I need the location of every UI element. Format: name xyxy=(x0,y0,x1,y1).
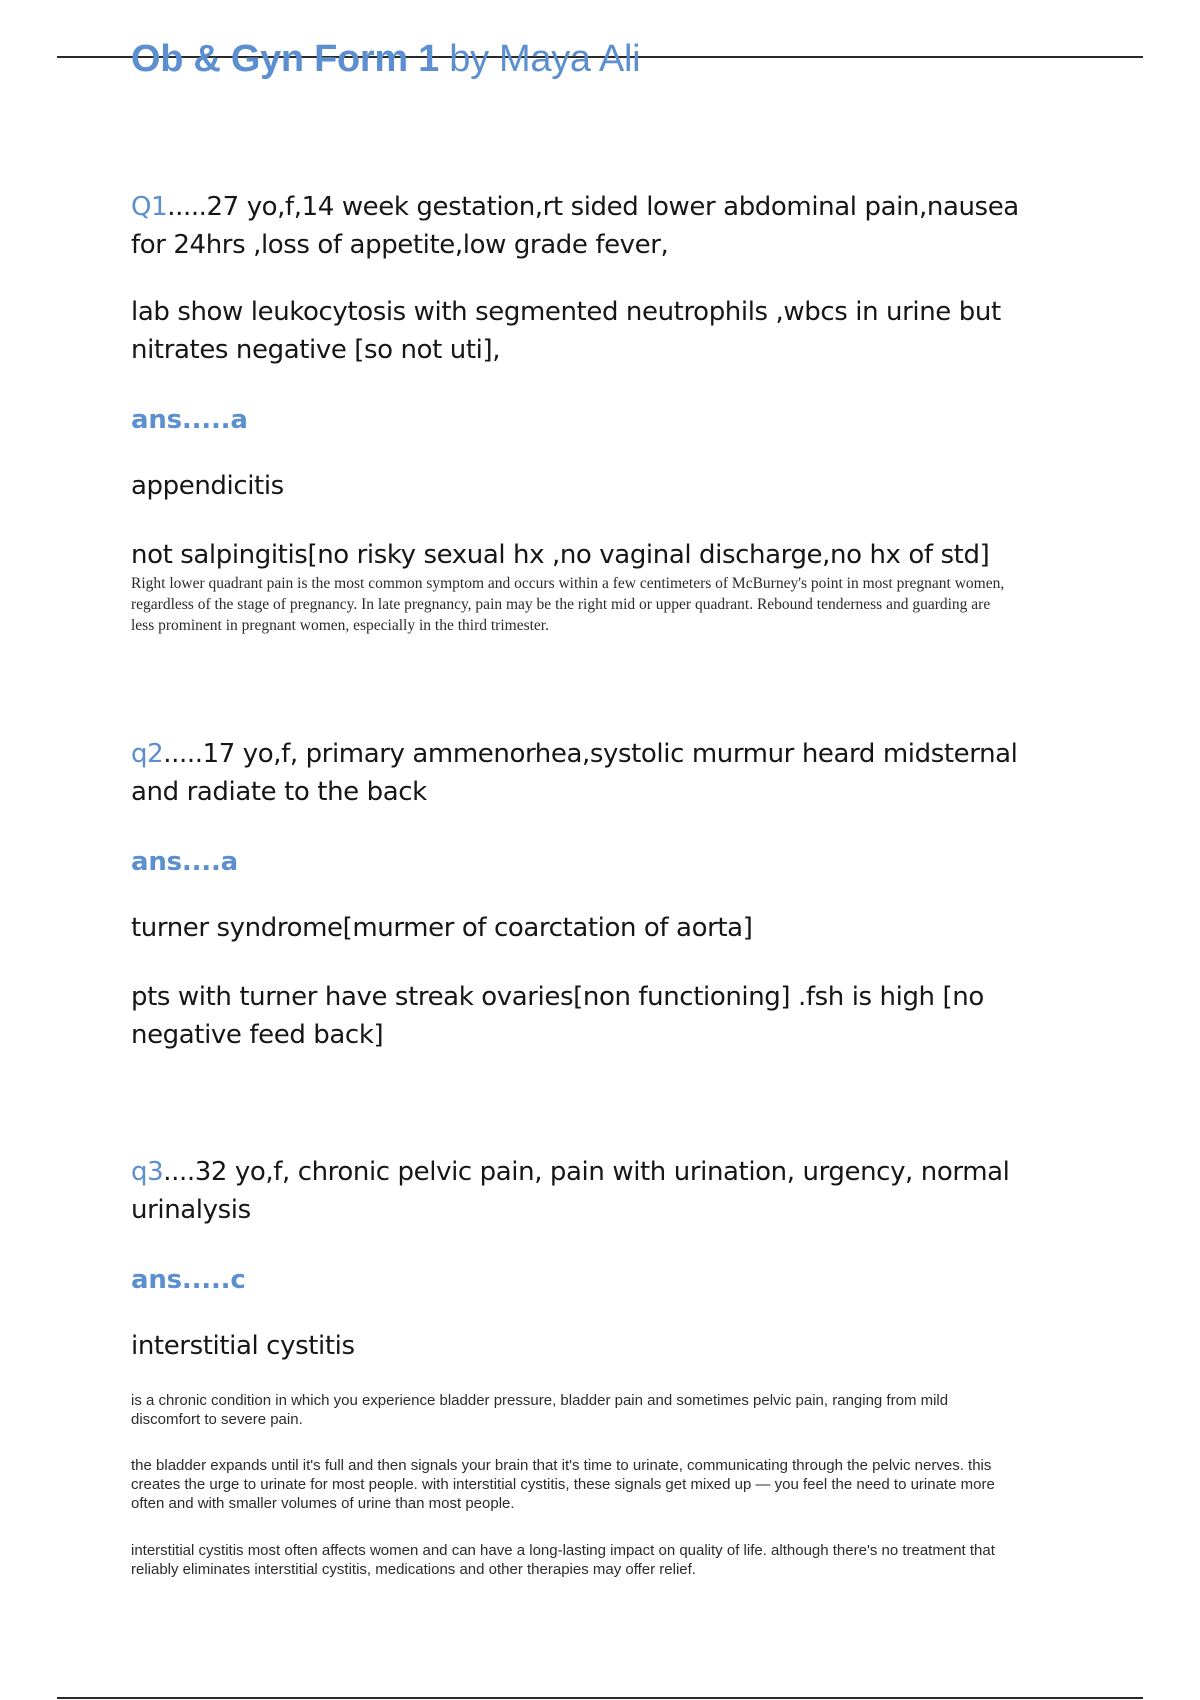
title-main: Ob & Gyn Form 1 xyxy=(131,38,439,80)
q1-tag: Q1 xyxy=(131,192,168,222)
q2-text: .....17 yo,f, primary ammenorhea,systolic murmur heard midsternal and radiate to the back xyxy=(131,739,1018,807)
q1-answer: ans.....a xyxy=(131,405,248,435)
q1-question xyxy=(131,188,1031,264)
q3-diagnosis: interstitial cystitis xyxy=(131,1331,355,1361)
q3-question xyxy=(131,1153,1031,1229)
q2-question xyxy=(131,735,1031,811)
q2-answer: ans....a xyxy=(131,847,238,877)
q3-text: ....32 yo,f, chronic pelvic pain, pain with urination, urgency, normal urinalysis xyxy=(131,1157,1010,1225)
title-author: by Maya Ali xyxy=(438,38,641,80)
q3-note-treatment: interstitial cystitis most often affects women and can have a long-lasting impact on quality of life. although there's no treatment that reliably eliminates interstitial cystitis, medications and other therapies may offer relief. xyxy=(131,1542,995,1578)
q2-explanation: pts with turner have streak ovaries[non functioning] .fsh is high [no negative feed back] xyxy=(131,982,984,1050)
q1-text: .....27 yo,f,14 week gestation,rt sided lower abdominal pain,nausea for 24hrs ,loss of appetite,low grade fever, xyxy=(131,192,1019,260)
q2-diagnosis: turner syndrome[murmer of coarctation of aorta] xyxy=(131,913,753,943)
q2-tag: q2 xyxy=(131,739,164,769)
q1-lab-findings: lab show leukocytosis with segmented neutrophils ,wbcs in urine but nitrates negative [so not uti], xyxy=(131,297,1001,365)
q3-tag: q3 xyxy=(131,1157,164,1187)
q1-note: Right lower quadrant pain is the most common symptom and occurs within a few centimeters of McBurney's point in most pregnant women, regardless of the stage of pregnancy. In late pregnancy, pain may be the right mid or upper quadrant. Rebound tenderness and guarding are less prominent in pregnant women, especially in the third trimester. xyxy=(131,575,1005,634)
q3-note-mechanism: the bladder expands until it's full and then signals your brain that it's time to urinate, communicating through the pelvic nerves. this creates the urge to urinate for most people. with interstitial cystitis, these signals get mixed up — you feel the need to urinate more often and with smaller volumes of urine than most people. xyxy=(131,1457,995,1512)
footer-rule xyxy=(57,1697,1143,1699)
q1-differential: not salpingitis[no risky sexual hx ,no vaginal discharge,no hx of std] xyxy=(131,540,990,570)
q3-answer: ans.....c xyxy=(131,1265,246,1295)
q3-note-definition: is a chronic condition in which you experience bladder pressure, bladder pain and sometimes pelvic pain, ranging from mild discomfort to severe pain. xyxy=(131,1392,949,1428)
document-title xyxy=(131,40,640,78)
q1-diagnosis: appendicitis xyxy=(131,471,284,501)
